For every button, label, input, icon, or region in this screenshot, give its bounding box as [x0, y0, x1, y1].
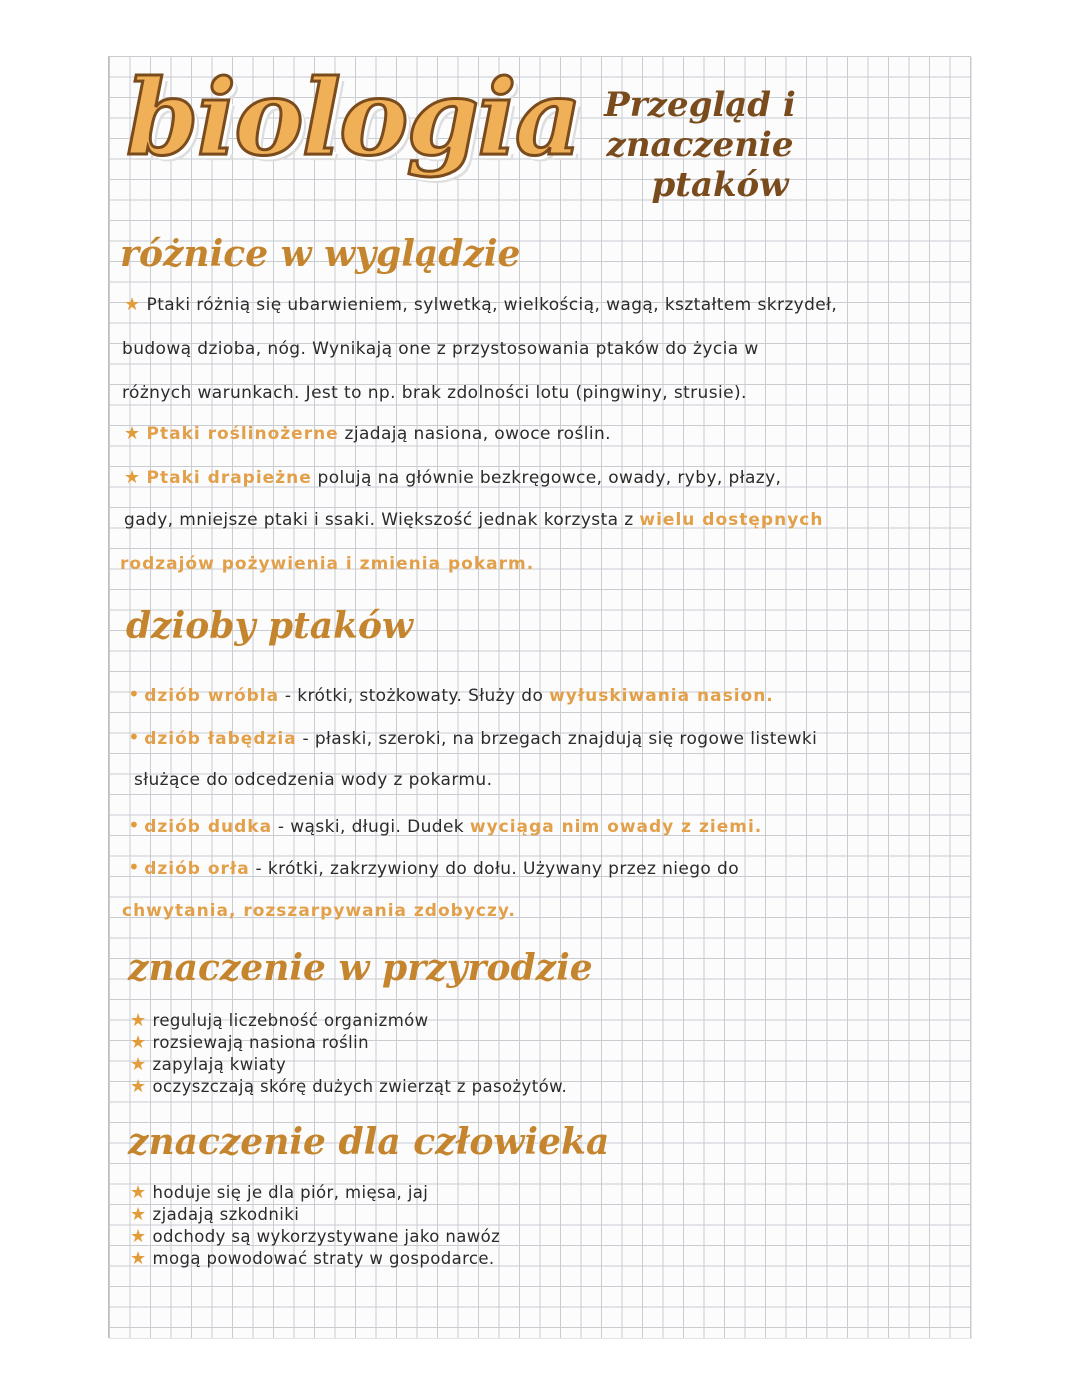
list-item: ★ rozsiewają nasiona roślin: [130, 1032, 369, 1053]
list-item: • dziób łabędzia - płaski, szeroki, na brzegach znajdują się rogowe listewki: [128, 725, 818, 749]
paragraph-line: budową dzioba, nóg. Wynikają one z przystosowania ptaków do życia w: [122, 339, 759, 359]
term-herbivores: Ptaki roślinożerne: [146, 424, 339, 444]
star-icon: ★: [130, 1076, 147, 1097]
section-heading-humans: znaczenie dla człowieka: [128, 1121, 610, 1163]
paragraph-line: chwytania, rozszarpywania zdobyczy.: [122, 901, 516, 921]
section-heading-nature: znaczenie w przyrodzie: [128, 947, 593, 989]
paragraph-line: gady, mniejsze ptaki i ssaki. Większość jednak korzysta z wielu dostępnych: [124, 510, 824, 530]
list-item: • dziób wróbla - krótki, stożkowaty. Służy do wyłuskiwania nasion.: [128, 682, 774, 706]
paragraph-line: służące do odcedzenia wody z pokarmu.: [134, 770, 493, 790]
paragraph-line: różnych warunkach. Jest to np. brak zdolności lotu (pingwiny, strusie).: [122, 383, 747, 403]
star-icon: ★: [130, 1010, 147, 1031]
subtitle-line-1: Przegląd i: [604, 85, 796, 125]
list-item: • dziób orła - krótki, zakrzywiony do dołu. Używany przez niego do: [128, 855, 740, 879]
list-item: ★ hoduje się je dla piór, mięsa, jaj: [130, 1182, 429, 1203]
section-heading-beaks: dzioby ptaków: [126, 605, 413, 647]
humans-list: [130, 1184, 500, 1272]
section-heading-differences: różnice w wyglądzie: [120, 233, 521, 275]
subtitle-line-2: znaczenie: [606, 125, 794, 165]
star-icon: ★: [124, 423, 141, 444]
bullet-icon: •: [128, 682, 141, 706]
star-icon: ★: [130, 1226, 147, 1247]
list-item: ★ regulują liczebność organizmów: [130, 1010, 429, 1031]
term-predators: Ptaki drapieżne: [146, 468, 312, 488]
list-item: ★ mogą powodować straty w gospodarce.: [130, 1248, 495, 1269]
paragraph-line: ★ Ptaki roślinożerne zjadają nasiona, owoce roślin.: [124, 423, 611, 444]
list-item: • dziób dudka - wąski, długi. Dudek wyciąga nim owady z ziemi.: [128, 813, 763, 837]
subtitle-line-3: ptaków: [651, 165, 789, 205]
bullet-icon: •: [128, 725, 141, 749]
star-icon: ★: [124, 294, 141, 315]
star-icon: ★: [130, 1054, 147, 1075]
list-item: ★ odchody są wykorzystywane jako nawóz: [130, 1226, 501, 1247]
star-icon: ★: [130, 1182, 147, 1203]
star-icon: ★: [130, 1248, 147, 1269]
bullet-icon: •: [128, 813, 141, 837]
subtitle: [590, 85, 810, 205]
paragraph-line: rodzajów pożywienia i zmienia pokarm.: [120, 554, 535, 574]
star-icon: ★: [124, 467, 141, 488]
paragraph-line: ★ Ptaki różnią się ubarwieniem, sylwetką, wielkością, wagą, kształtem skrzydeł,: [124, 294, 838, 315]
list-item: ★ zapylają kwiaty: [130, 1054, 287, 1075]
list-item: ★ oczyszczają skórę dużych zwierząt z pasożytów.: [130, 1076, 568, 1097]
paragraph-line: ★ Ptaki drapieżne polują na głównie bezkręgowce, owady, ryby, płazy,: [124, 467, 782, 488]
nature-list: [130, 1012, 567, 1100]
bullet-icon: •: [128, 855, 141, 879]
page-title: biologia: [126, 56, 581, 179]
star-icon: ★: [130, 1204, 147, 1225]
list-item: ★ zjadają szkodniki: [130, 1204, 300, 1225]
star-icon: ★: [130, 1032, 147, 1053]
